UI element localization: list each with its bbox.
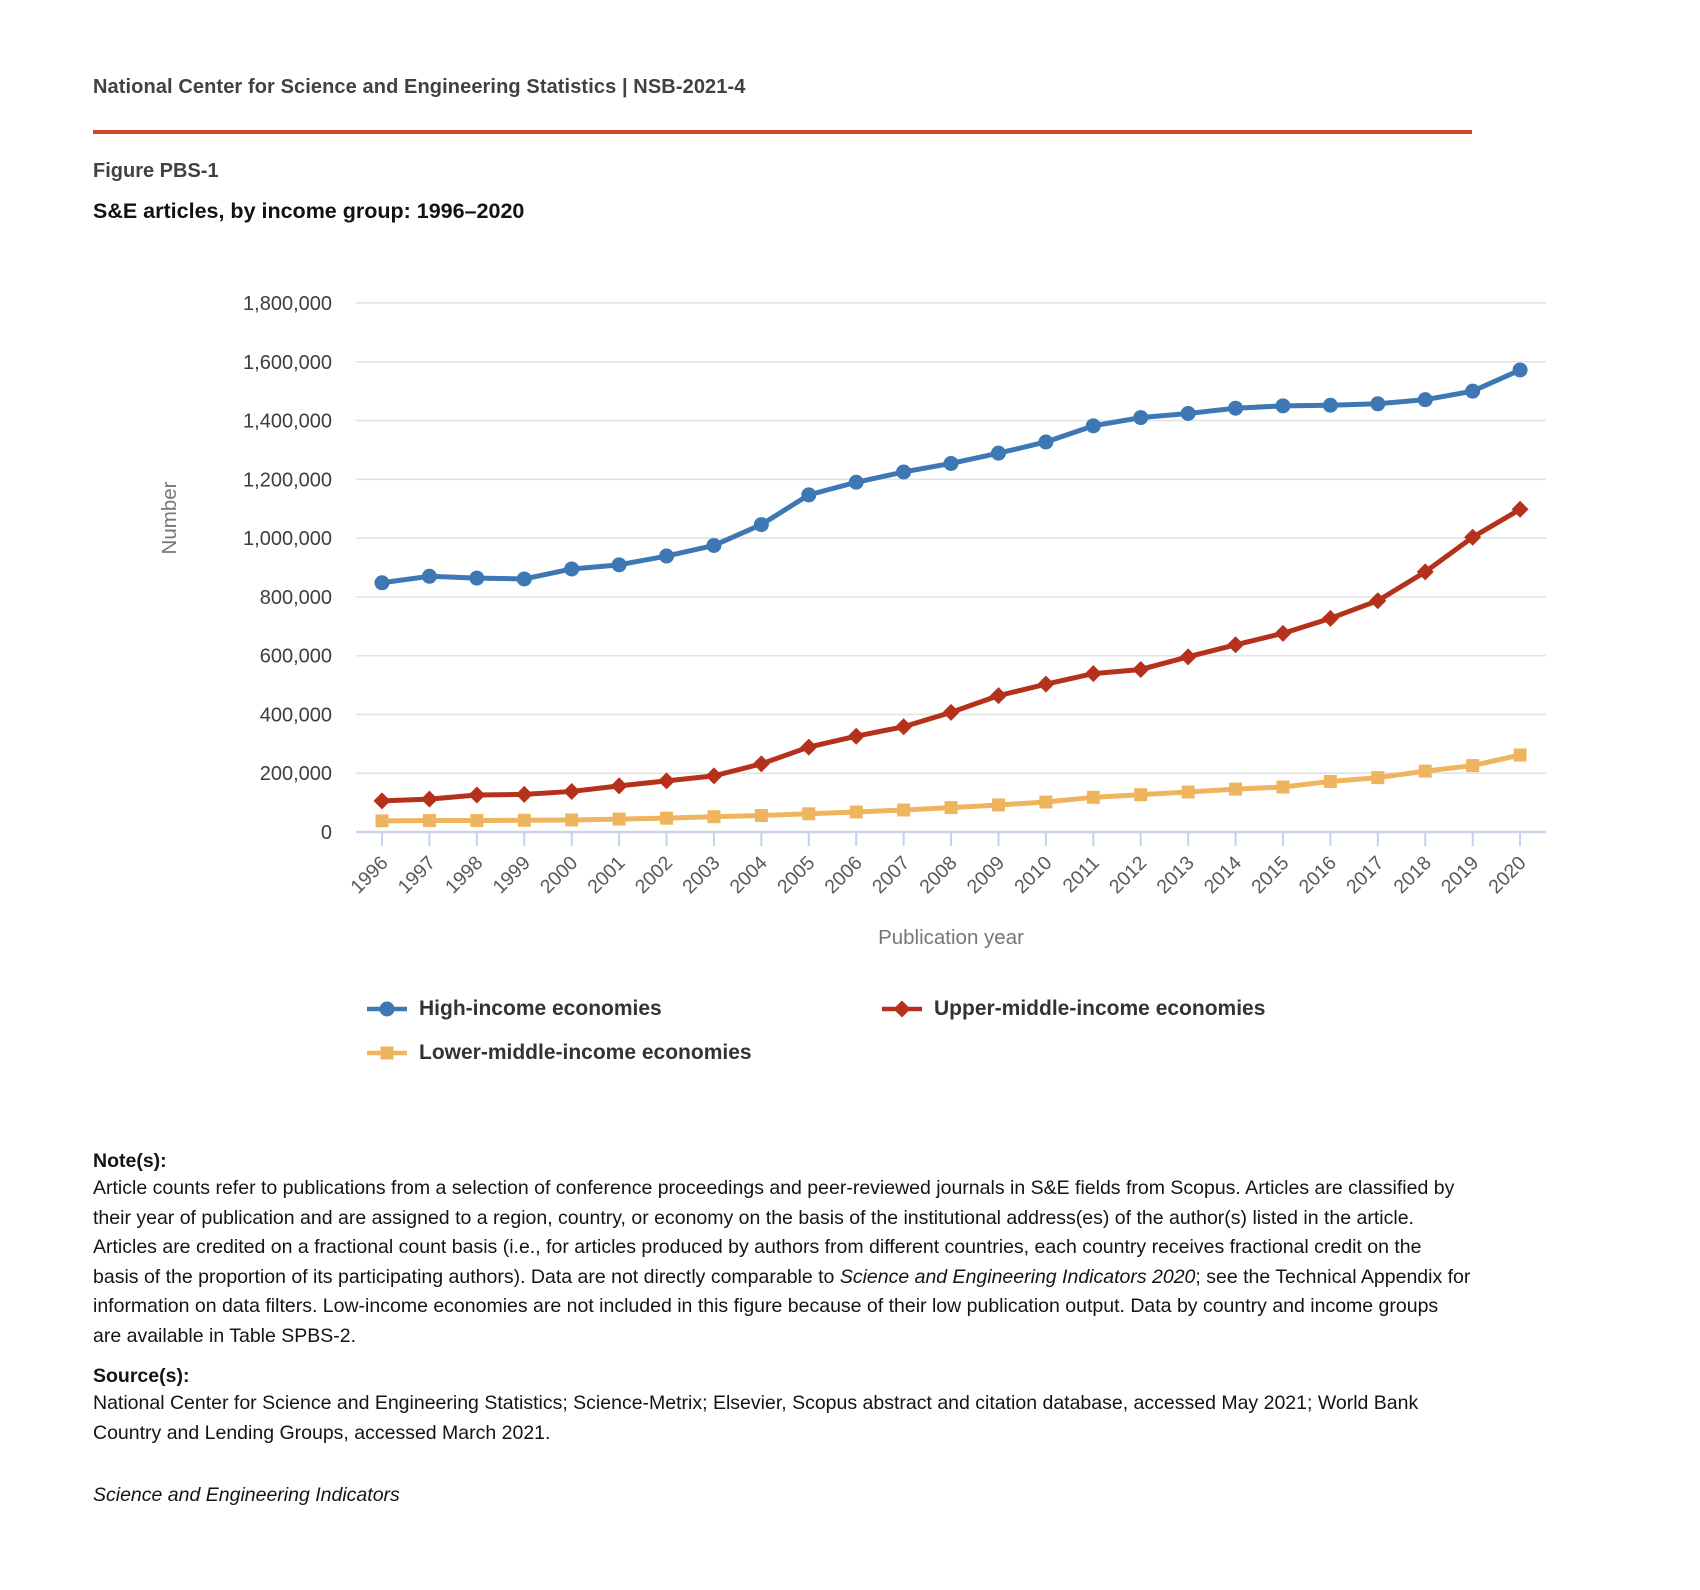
data-point-marker	[468, 786, 485, 803]
data-point-marker	[421, 791, 438, 808]
document-header: National Center for Science and Engineering Statistics | NSB-2021-4	[93, 76, 746, 98]
series-circle	[375, 362, 1528, 590]
data-point-marker	[376, 814, 389, 827]
data-point-marker	[564, 561, 579, 576]
data-point-marker	[1085, 665, 1102, 682]
data-point-marker	[1133, 410, 1148, 425]
data-point-marker	[754, 517, 769, 532]
legend-label: High-income economies	[419, 997, 662, 1020]
data-point-marker	[1181, 406, 1196, 421]
data-point-marker	[896, 464, 911, 479]
x-axis-tick-label: 2017	[1342, 851, 1389, 899]
y-axis-tick-label: 1,200,000	[243, 469, 332, 492]
notes-italic-segment: Science and Engineering Indicators 2020	[839, 1265, 1196, 1288]
x-axis-tick-label: 2012	[1105, 851, 1152, 899]
data-point-marker	[1274, 625, 1291, 642]
y-axis-tick-label: 800,000	[259, 586, 332, 609]
data-point-marker	[1322, 610, 1339, 627]
data-point-marker	[945, 801, 958, 814]
data-point-marker	[1275, 398, 1290, 413]
x-axis-title: Publication year	[878, 926, 1024, 949]
data-point-marker	[1513, 362, 1528, 377]
data-point-marker	[707, 810, 720, 823]
x-axis-tick-label: 2007	[867, 851, 915, 899]
data-point-marker	[802, 807, 815, 820]
x-axis-tick-label: 2000	[535, 851, 583, 899]
data-point-marker	[1371, 771, 1384, 784]
y-axis-tick-label: 1,600,000	[243, 351, 332, 374]
data-point-marker	[943, 704, 960, 721]
data-point-marker	[1514, 748, 1527, 761]
data-point-marker	[423, 814, 436, 827]
x-axis-tick-label: 2013	[1152, 851, 1199, 899]
legend-diamond-marker-icon	[880, 998, 924, 1020]
data-point-marker	[375, 575, 390, 590]
data-point-marker	[612, 557, 627, 572]
data-point-marker	[705, 767, 722, 784]
data-point-marker	[613, 813, 626, 826]
data-point-marker	[374, 792, 391, 809]
data-point-marker	[1228, 401, 1243, 416]
x-axis-tick-label: 2004	[725, 851, 772, 899]
legend-label: Upper-middle-income economies	[934, 997, 1266, 1020]
data-point-marker	[611, 777, 628, 794]
y-axis-tick-label: 1,800,000	[243, 292, 332, 315]
data-point-marker	[897, 803, 910, 816]
chart-legend	[365, 995, 1265, 1067]
data-point-marker	[563, 783, 580, 800]
x-axis-tick-label: 1997	[393, 851, 440, 899]
data-point-marker	[1418, 392, 1433, 407]
legend-item-upper-middle-income	[880, 995, 1265, 1023]
data-point-marker	[1419, 765, 1432, 778]
data-point-marker	[1180, 648, 1197, 665]
y-axis-tick-label: 600,000	[259, 645, 332, 668]
notes-section	[93, 1150, 1471, 1351]
data-point-marker	[755, 809, 768, 822]
x-axis-tick-label: 2006	[820, 851, 867, 899]
y-axis-tick-label: 1,400,000	[243, 410, 332, 433]
data-point-marker	[1132, 661, 1149, 678]
data-point-marker	[516, 786, 533, 803]
x-axis-tick-label: 1998	[441, 851, 488, 899]
y-axis-title: Number	[158, 481, 181, 555]
line-chart	[0, 250, 1700, 1010]
x-axis-tick-label: 1999	[488, 851, 535, 899]
data-point-marker	[1037, 676, 1054, 693]
sources-text: National Center for Science and Engineering Statistics; Science-Metrix; Elsevier, Scopus abstract and citation database, accessed May 2021; World Bank Country and Lending Groups, accessed March 2021.	[93, 1392, 1419, 1444]
legend-marker-shape	[381, 1047, 394, 1060]
data-point-marker	[1227, 636, 1244, 653]
data-point-marker	[1466, 759, 1479, 772]
x-axis-tick-label: 2002	[630, 851, 678, 899]
data-point-marker	[992, 798, 1005, 811]
document-footer: Science and Engineering Indicators	[93, 1484, 400, 1506]
data-point-marker	[1229, 783, 1242, 796]
data-point-marker	[565, 813, 578, 826]
figure-title: S&E articles, by income group: 1996–2020	[93, 199, 525, 223]
data-point-marker	[990, 687, 1007, 704]
x-axis-tick-label: 2018	[1389, 851, 1436, 899]
x-axis-tick-label: 2011	[1058, 851, 1104, 898]
x-axis-tick-label: 2008	[915, 851, 962, 899]
data-point-marker	[658, 772, 675, 789]
y-axis-tick-label: 1,000,000	[243, 528, 332, 551]
data-point-marker	[849, 475, 864, 490]
y-axis-tick-label: 0	[320, 822, 332, 844]
legend-marker-shape	[894, 1001, 911, 1018]
x-axis-tick-label: 2016	[1294, 851, 1341, 899]
data-point-marker	[944, 456, 959, 471]
data-point-marker	[660, 812, 673, 825]
legend-item-high-income	[365, 995, 880, 1023]
x-axis-tick-label: 2001	[583, 851, 630, 899]
data-point-marker	[800, 739, 817, 756]
data-point-marker	[1086, 418, 1101, 433]
y-axis-tick-label: 200,000	[259, 763, 332, 786]
legend-label: Lower-middle-income economies	[419, 1041, 752, 1064]
data-point-marker	[706, 538, 721, 553]
legend-circle-marker-icon	[365, 998, 409, 1020]
data-point-marker	[991, 446, 1006, 461]
y-axis-tick-label: 400,000	[259, 704, 332, 727]
x-axis-tick-label: 2005	[773, 851, 820, 899]
notes-segment: ; see the Technical Appendix for information on data filters. Low-income economies are not included in this figure because of their low publication output. Data by country and income groups are available in Table SPBS-2.	[93, 1265, 1471, 1347]
header-rule	[93, 130, 1472, 134]
legend-marker-shape	[380, 1002, 395, 1017]
x-axis-tick-label: 2015	[1247, 851, 1294, 899]
legend-square-marker-icon	[365, 1042, 409, 1064]
notes-heading: Note(s):	[93, 1150, 167, 1172]
data-point-marker	[1324, 775, 1337, 788]
data-point-marker	[1038, 434, 1053, 449]
notes-segment: Article counts refer to publications from a selection of conference proceedings and peer-reviewed journals in S&E fields from Scopus. Articles are classified by their year of publication and are assigned to a region, country, or economy on the basis of the institutional address(es) of the author(s) listed in the article. Articles are credited on a fractional count basis (i.e., for articles produced by authors from different countries, each country receives fractional credit on the basis of the proportion of its participating authors). Data are not directly comparable to	[93, 1177, 1455, 1288]
data-point-marker	[659, 549, 674, 564]
sources-section	[93, 1365, 1471, 1448]
data-point-marker	[1087, 791, 1100, 804]
x-axis-tick-label: 2014	[1199, 851, 1247, 899]
data-point-marker	[517, 571, 532, 586]
data-point-marker	[1276, 781, 1289, 794]
data-point-marker	[1465, 384, 1480, 399]
data-point-marker	[1039, 796, 1052, 809]
legend-item-lower-middle-income	[365, 1039, 880, 1067]
data-point-marker	[422, 569, 437, 584]
data-point-marker	[470, 814, 483, 827]
x-axis-tick-label: 2010	[1010, 851, 1057, 899]
x-axis-tick-label: 1996	[346, 851, 393, 899]
figure-label: Figure PBS-1	[93, 160, 219, 182]
sources-heading: Source(s):	[93, 1365, 190, 1387]
x-axis-tick-label: 2009	[962, 851, 1009, 899]
series-line	[382, 370, 1520, 583]
data-point-marker	[1134, 788, 1147, 801]
data-point-marker	[469, 571, 484, 586]
notes-text	[93, 1174, 1471, 1351]
data-point-marker	[850, 806, 863, 819]
series-square	[376, 748, 1527, 827]
data-point-marker	[518, 814, 531, 827]
data-point-marker	[848, 728, 865, 745]
data-point-marker	[1182, 786, 1195, 799]
x-axis-tick-label: 2019	[1436, 851, 1484, 899]
data-point-marker	[753, 755, 770, 772]
data-point-marker	[1323, 398, 1338, 413]
x-axis-tick-label: 2020	[1484, 851, 1531, 899]
chart-canvas	[0, 250, 1700, 1010]
data-point-marker	[801, 487, 816, 502]
data-point-marker	[895, 718, 912, 735]
x-axis-tick-label: 2003	[678, 851, 725, 899]
data-point-marker	[1370, 396, 1385, 411]
